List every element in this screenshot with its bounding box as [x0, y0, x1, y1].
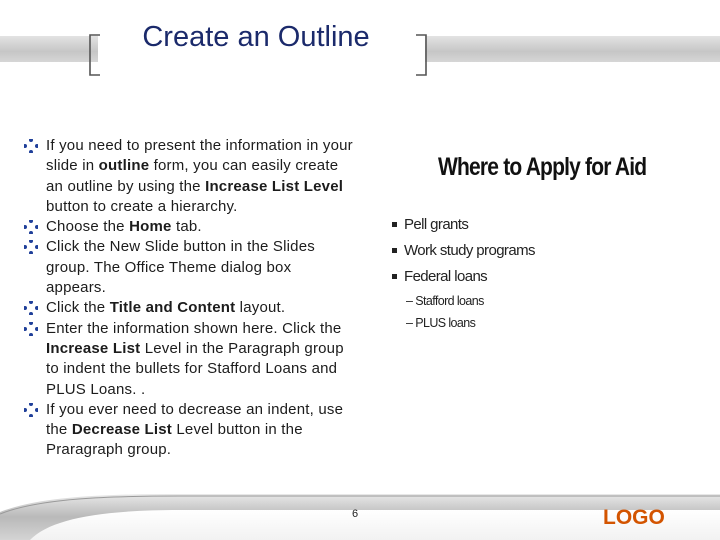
bold-text: Increase List — [46, 339, 141, 357]
bold-text: outline — [98, 157, 150, 175]
square-bullet-icon — [392, 274, 397, 279]
example-bullet-list — [392, 212, 535, 334]
logo: LOGO — [603, 506, 665, 529]
bullet-text: Click the New Slide button in the Slides group. The Office Theme dialog box appears. — [46, 238, 315, 297]
example-subitem-label: PLUS loans — [415, 316, 476, 330]
bullet-item — [24, 237, 354, 298]
bold-text: Decrease List — [71, 421, 172, 439]
page-number: 6 — [352, 508, 359, 520]
square-bullet-icon — [392, 248, 397, 253]
diamond-bullet-icon — [24, 403, 38, 417]
bullet-item — [24, 319, 354, 400]
title-bracket-right — [414, 34, 428, 76]
bold-text: Home — [129, 218, 172, 236]
bullet-text: Enter the information shown here. Click the — [46, 319, 342, 337]
diamond-bullet-icon — [24, 139, 38, 153]
dash-bullet-icon: – — [406, 294, 413, 308]
example-item-label: Pell grants — [404, 216, 469, 233]
bullet-item — [24, 298, 354, 318]
example-item-label: Federal loans — [404, 268, 488, 285]
example-item — [392, 212, 535, 238]
diamond-bullet-icon — [24, 240, 38, 254]
title-bar-left — [0, 36, 98, 62]
title-bar-right — [425, 36, 720, 62]
bullet-item — [24, 217, 354, 237]
example-heading: Where to Apply for Aid — [438, 154, 647, 182]
bold-text: Title and Content — [109, 299, 236, 317]
example-subitem-label: Stafford loans — [415, 294, 484, 308]
example-item — [392, 264, 535, 290]
bullet-text: layout. — [235, 299, 286, 317]
bullet-text: button to create a hierarchy. — [46, 197, 238, 215]
bullet-text: Click the — [46, 299, 110, 317]
slide-title: Create an Outline — [142, 21, 370, 53]
bullet-text: If you ever need to decrease an indent, use the — [46, 400, 344, 439]
example-subitem — [392, 290, 535, 312]
bullet-text: tab. — [171, 218, 202, 236]
bullet-item — [24, 136, 354, 217]
example-slide-image — [372, 140, 672, 370]
bullet-text: Level in the Paragraph group to indent the bullets for Stafford Loans and PLUS Loans. . — [46, 339, 344, 398]
bullet-text: form, you can easily create an outline by using the — [46, 157, 339, 195]
example-item-label: Work study programs — [404, 242, 535, 259]
bold-text: Increase List Level — [205, 177, 344, 195]
bullet-text: If you need to present the information in your slide in — [46, 137, 353, 175]
example-subitem — [392, 312, 535, 334]
bullet-text: Level button in the Praragraph group. — [46, 421, 303, 459]
square-bullet-icon — [392, 222, 397, 227]
diamond-bullet-icon — [24, 322, 38, 336]
bullet-list — [24, 136, 354, 461]
example-item — [392, 238, 535, 264]
bullet-text: Choose the — [46, 218, 130, 236]
bullet-item — [24, 400, 354, 461]
diamond-bullet-icon — [24, 220, 38, 234]
diamond-bullet-icon — [24, 301, 38, 315]
dash-bullet-icon: – — [406, 316, 413, 330]
